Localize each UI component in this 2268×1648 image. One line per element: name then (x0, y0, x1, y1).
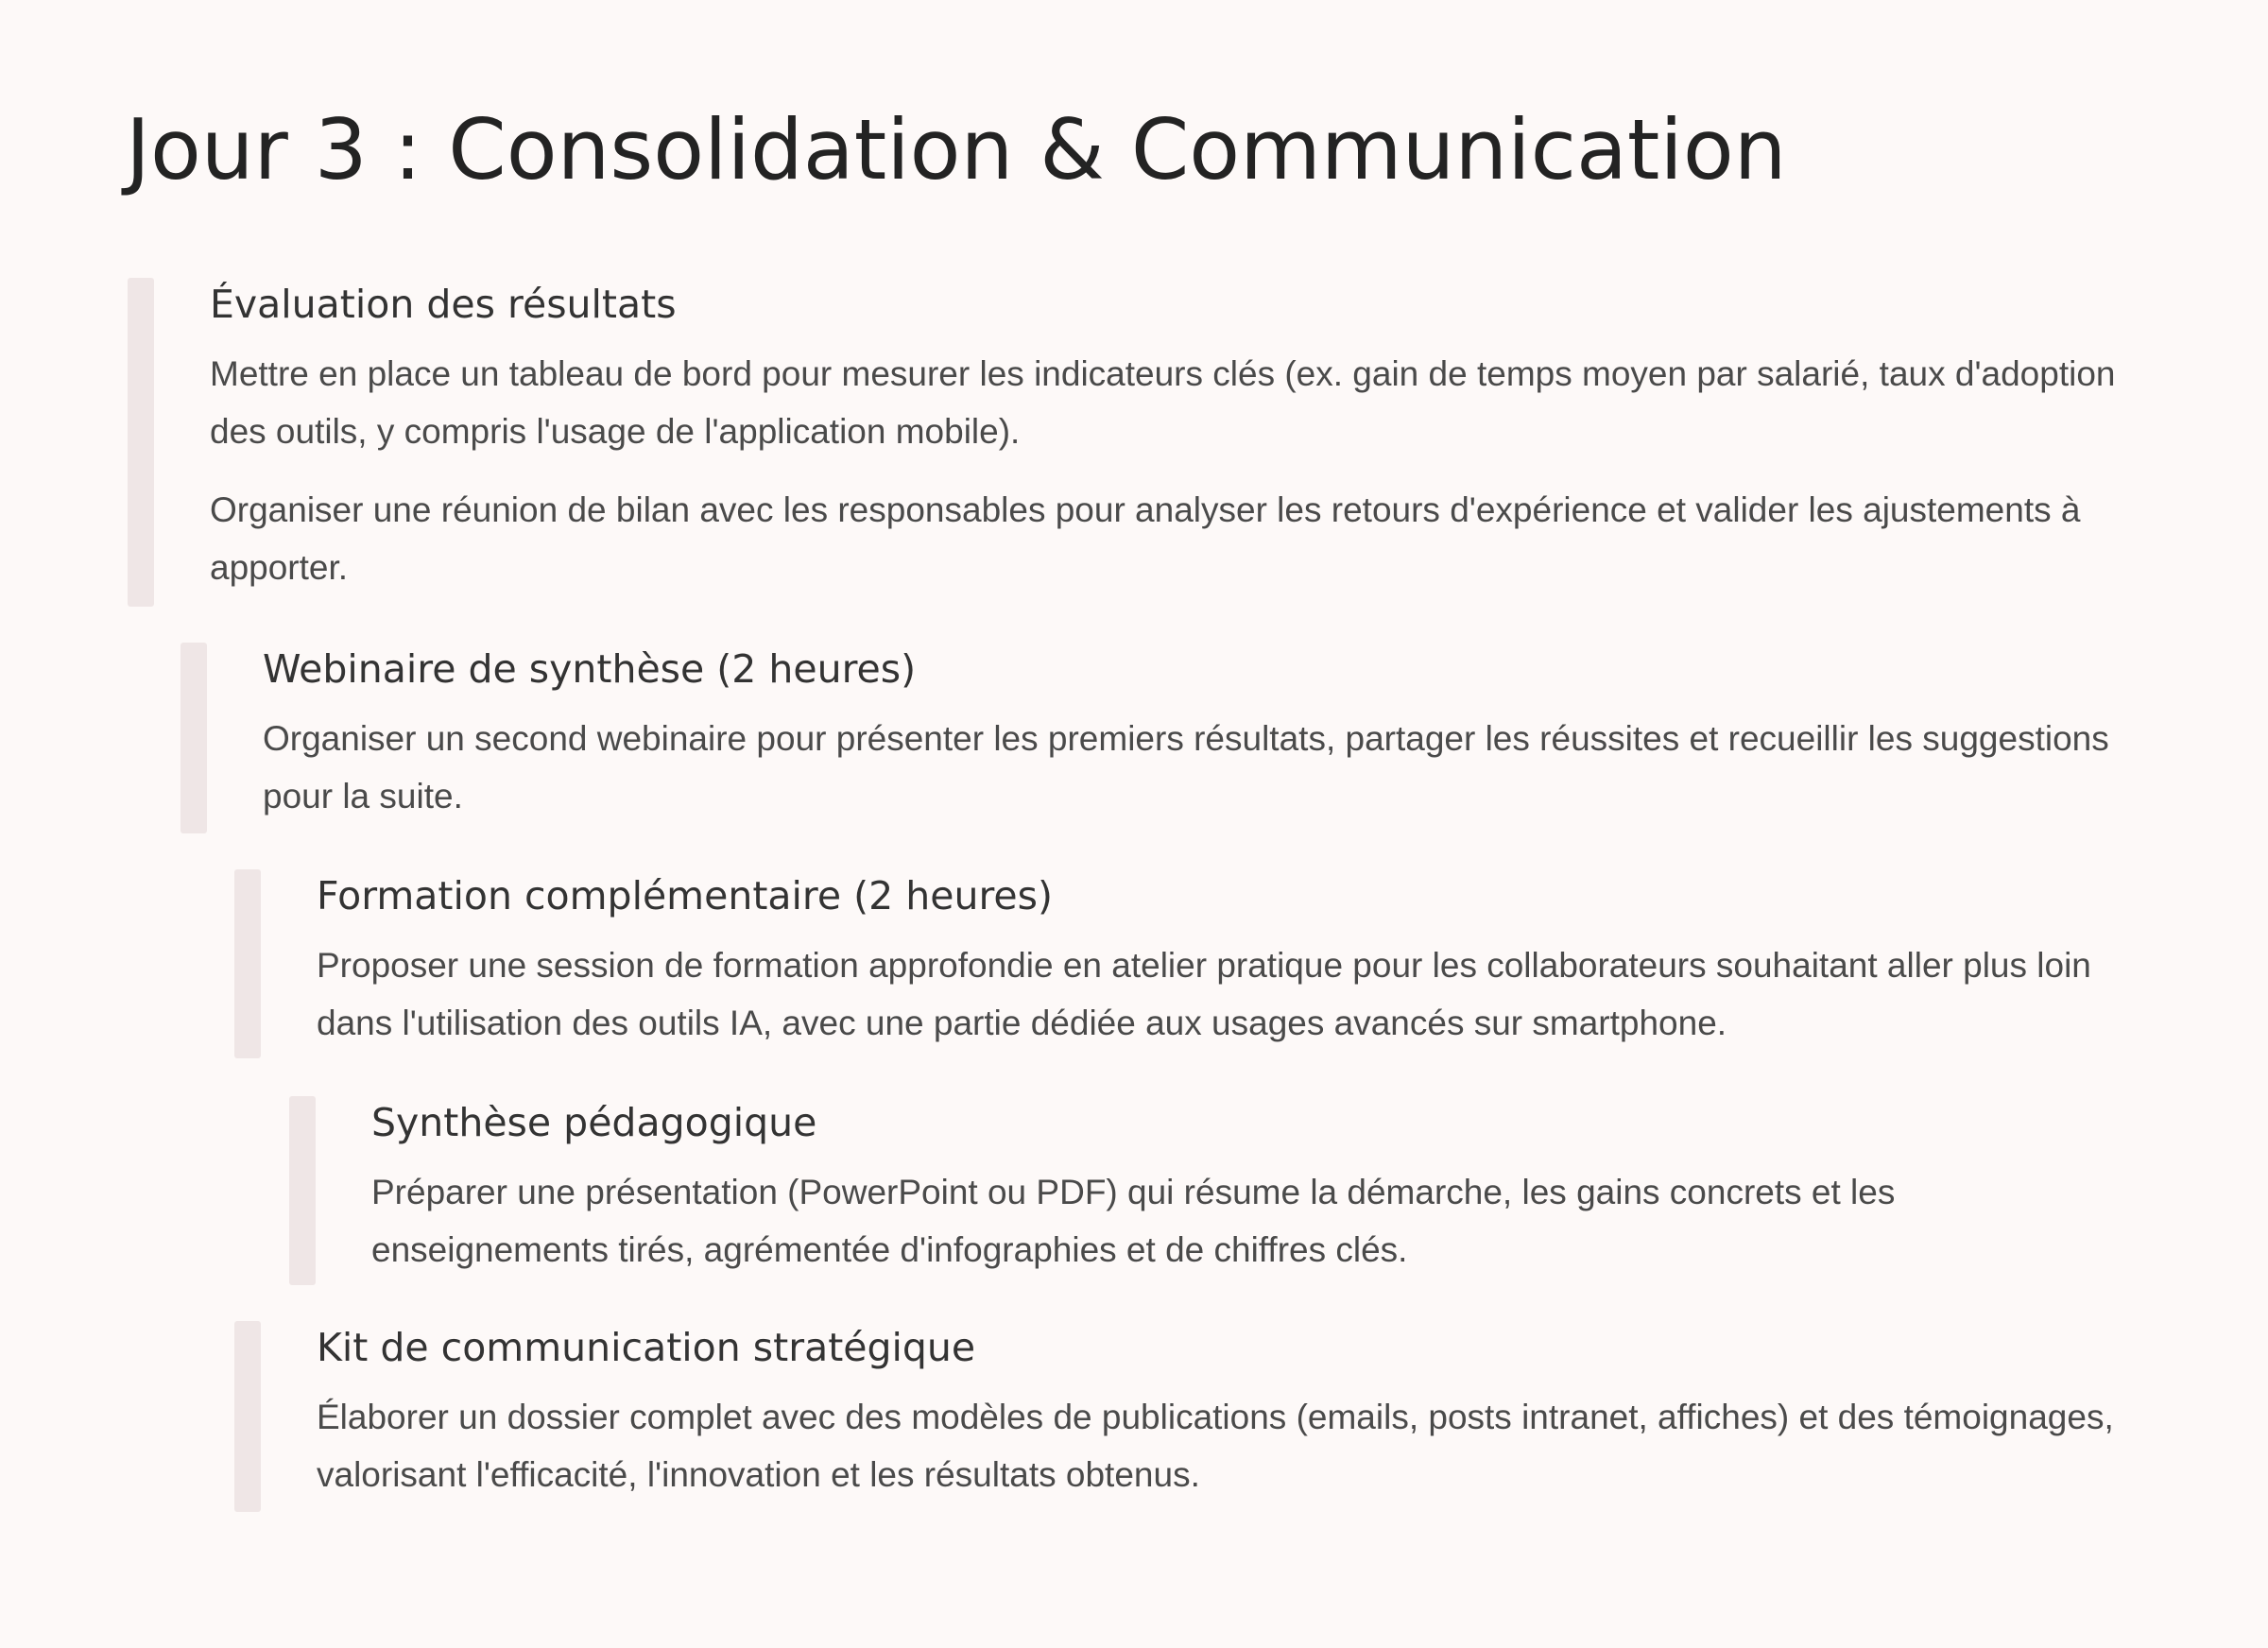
section-content (317, 1321, 2140, 1503)
section-formation (234, 869, 2140, 1058)
section-content (371, 1096, 2140, 1279)
section-accent-bar (128, 278, 154, 607)
section-accent-bar (234, 869, 261, 1058)
section-content (263, 643, 2140, 825)
section-accent-bar (289, 1096, 316, 1285)
section-accent-bar (234, 1321, 261, 1512)
section-kit-communication (234, 1321, 2140, 1512)
section-paragraph: Préparer une présentation (PowerPoint ou PDF) qui résume la démarche, les gains concrets et les enseignements tirés, agrémentée d'infographies et de chiffres clés. (371, 1173, 1896, 1269)
page-title: Jour 3 : Consolidation & Communication (126, 101, 1787, 198)
section-synthese (289, 1096, 2140, 1285)
section-heading: Kit de communication stratégique (317, 1325, 976, 1370)
section-heading: Webinaire de synthèse (2 heures) (263, 646, 917, 692)
section-content (210, 278, 2140, 596)
section-evaluation (128, 278, 2140, 607)
section-webinaire (180, 643, 2140, 833)
section-content (317, 869, 2140, 1052)
section-paragraph: Organiser un second webinaire pour présenter les premiers résultats, partager les réussites et recueillir les suggestions pour la suite. (263, 719, 2109, 815)
section-paragraph: Élaborer un dossier complet avec des modèles de publications (emails, posts intranet, affiches) et des témoignages, valorisant l'efficacité, l'innovation et les résultats obtenus. (317, 1398, 2114, 1494)
section-accent-bar (180, 643, 207, 833)
section-heading: Synthèse pédagogique (371, 1100, 817, 1145)
section-paragraph: Proposer une session de formation approfondie en atelier pratique pour les collaborateurs souhaitant aller plus loin dans l'utilisation des outils IA, avec une partie dédiée aux usages avancés sur smartphone. (317, 946, 2091, 1042)
section-paragraph: Mettre en place un tableau de bord pour mesurer les indicateurs clés (ex. gain de temps moyen par salarié, taux d'adoption des outils, y compris l'usage de l'application mobile). (210, 354, 2116, 451)
section-paragraph: Organiser une réunion de bilan avec les responsables pour analyser les retours d'expérience et valider les ajustements à apporter. (210, 490, 2081, 587)
section-heading: Formation complémentaire (2 heures) (317, 873, 1053, 918)
section-heading: Évaluation des résultats (210, 282, 677, 327)
